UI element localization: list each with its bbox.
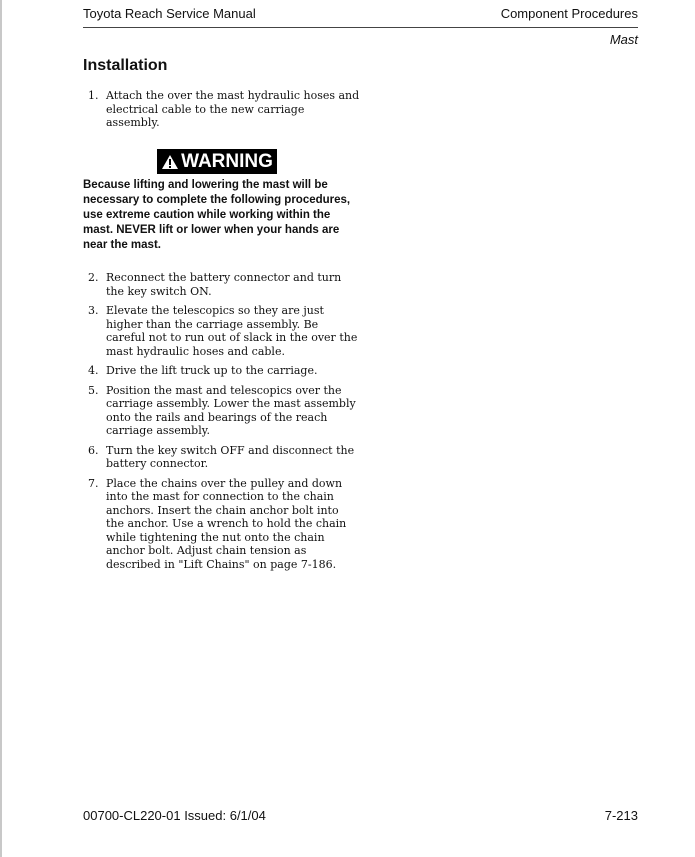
step-text: Drive the lift truck up to the carriage.: [106, 364, 318, 377]
procedure-step: [88, 364, 360, 378]
warning-badge: [157, 149, 277, 174]
procedure-steps-before-warning: [88, 89, 360, 136]
subsection-title: Mast: [609, 32, 638, 47]
procedure-steps-after-warning: [88, 271, 360, 577]
warning-text: Because lifting and lowering the mast will be necessary to complete the following procedures, use extreme caution while working within the mast. NEVER lift or lower when your hands are near the mast.: [83, 179, 351, 251]
step-number: 1.: [88, 89, 99, 102]
step-number: 4.: [88, 364, 99, 377]
chapter-title: Component Procedures: [500, 6, 638, 21]
warning-triangle-icon: [161, 154, 179, 170]
step-number: 5.: [88, 383, 99, 397]
step-text: Attach the over the mast hydraulic hoses and electrical cable to the new carriage assembly.: [106, 89, 360, 129]
procedure-step: [88, 304, 360, 358]
section-title: Installation: [83, 57, 168, 74]
document-number: 00700-CL220-01 Issued: 6/1/04: [83, 808, 266, 823]
step-number: 3.: [88, 304, 99, 317]
procedure-step: [88, 444, 360, 471]
step-text: Turn the key switch OFF and disconnect the battery connector.: [106, 443, 355, 470]
page-number: 7-213: [604, 808, 638, 823]
manual-title: Toyota Reach Service Manual: [83, 6, 256, 21]
step-text: Place the chains over the pulley and down into the mast for connection to the chain anchors. Insert the chain anchor bolt into the anchor. Use a wrench to hold the chain while tightening the nut onto the chain anchor bolt. Adjust chain tension as described in "Lift Chains" on page 7-186.: [106, 476, 347, 571]
procedure-step: [88, 384, 360, 438]
step-number: 7.: [88, 476, 99, 490]
procedure-step: [88, 89, 360, 130]
step-number: 6.: [88, 443, 99, 457]
step-number: 2.: [88, 271, 99, 284]
warning-label: WARNING: [181, 150, 273, 172]
procedure-step: [88, 271, 360, 298]
step-text: Elevate the telescopics so they are just higher than the carriage assembly. Be careful not to run out of slack in the over the mast hydraulic hoses and cable.: [106, 304, 358, 358]
page-edge-rule: [0, 0, 2, 857]
step-text: Position the mast and telescopics over the carriage assembly. Lower the mast assembly onto the rails and bearings of the reach carriage assembly.: [106, 383, 356, 437]
step-text: Reconnect the battery connector and turn the key switch ON.: [106, 271, 342, 298]
procedure-step: [88, 477, 360, 572]
header-divider: [83, 27, 638, 28]
